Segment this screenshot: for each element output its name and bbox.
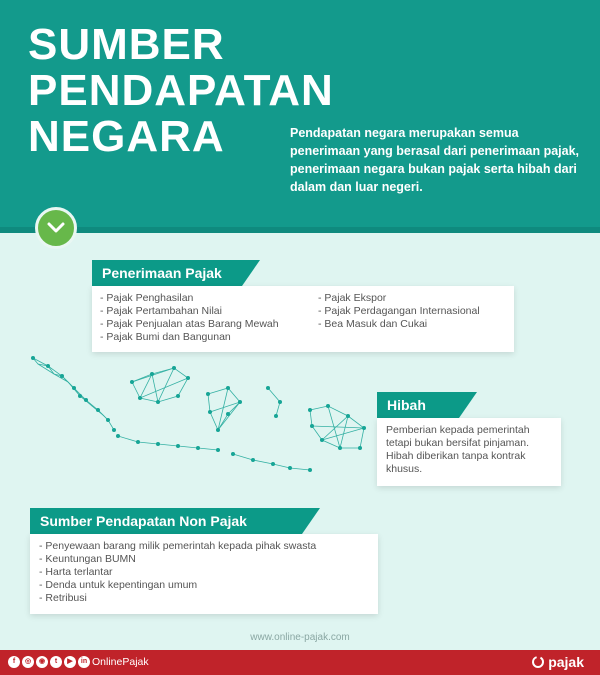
brand-logo	[531, 654, 584, 670]
list-item: - Bea Masuk dan Cukai	[318, 318, 428, 330]
hibah-label: Hibah	[377, 392, 459, 418]
list-item: - Pajak Bumi dan Bangunan	[100, 331, 231, 343]
list-item: - Denda untuk kepentingan umum	[39, 579, 198, 591]
list-item: - Pajak Perdagangan Internasional	[318, 305, 480, 317]
brand-name: pajak	[548, 654, 584, 670]
social-icons	[8, 656, 90, 668]
pajak-list-left	[100, 292, 318, 346]
list-item: - Harta terlantar	[39, 566, 113, 578]
list-item: - Penyewaan barang milik pemerintah kepada pihak swasta	[39, 540, 317, 552]
chevron-down-icon	[35, 207, 77, 249]
hibah-text: Pemberian kepada pemerintah tetapi bukan bersifat pinjaman. Hibah diberikan tanpa kontrak khusus.	[386, 424, 530, 475]
penerimaan-pajak-card	[92, 286, 514, 352]
list-item: - Pajak Ekspor	[318, 292, 387, 304]
list-item: - Pajak Penghasilan	[100, 292, 194, 304]
list-item: - Keuntungan BUMN	[39, 553, 136, 565]
page-title	[28, 22, 334, 160]
facebook-icon[interactable]: f	[8, 656, 20, 668]
pajak-logo-icon	[531, 655, 545, 669]
hibah-card	[377, 418, 561, 486]
youtube-icon[interactable]: ▶	[64, 656, 76, 668]
footer-bar	[0, 650, 600, 675]
title-line-3: NEGARA	[28, 112, 225, 161]
pajak-list-right	[318, 292, 506, 346]
linkedin-icon[interactable]: in	[78, 656, 90, 668]
website-url: www.online-pajak.com	[250, 632, 350, 643]
list-item: - Retribusi	[39, 592, 87, 604]
twitter-icon[interactable]: t	[50, 656, 62, 668]
penerimaan-pajak-label: Penerimaan Pajak	[92, 260, 242, 286]
non-pajak-card	[30, 534, 378, 614]
title-line-2: PENDAPATAN	[28, 66, 334, 115]
instagram-icon[interactable]: ◎	[22, 656, 34, 668]
list-item: - Pajak Pertambahan Nilai	[100, 305, 222, 317]
camera-icon[interactable]: ◉	[36, 656, 48, 668]
social-handle: OnlinePajak	[92, 656, 149, 668]
indonesia-map-illustration	[28, 352, 378, 484]
list-item: - Pajak Penjualan atas Barang Mewah	[100, 318, 279, 330]
title-line-1: SUMBER	[28, 20, 225, 69]
intro-text: Pendapatan negara merupakan semua penerimaan yang berasal dari penerimaan pajak, penerimaan negara bukan pajak serta hibah dari dalam dan luar negeri.	[290, 126, 580, 194]
header-banner	[0, 0, 600, 232]
non-pajak-label: Sumber Pendapatan Non Pajak	[30, 508, 302, 534]
